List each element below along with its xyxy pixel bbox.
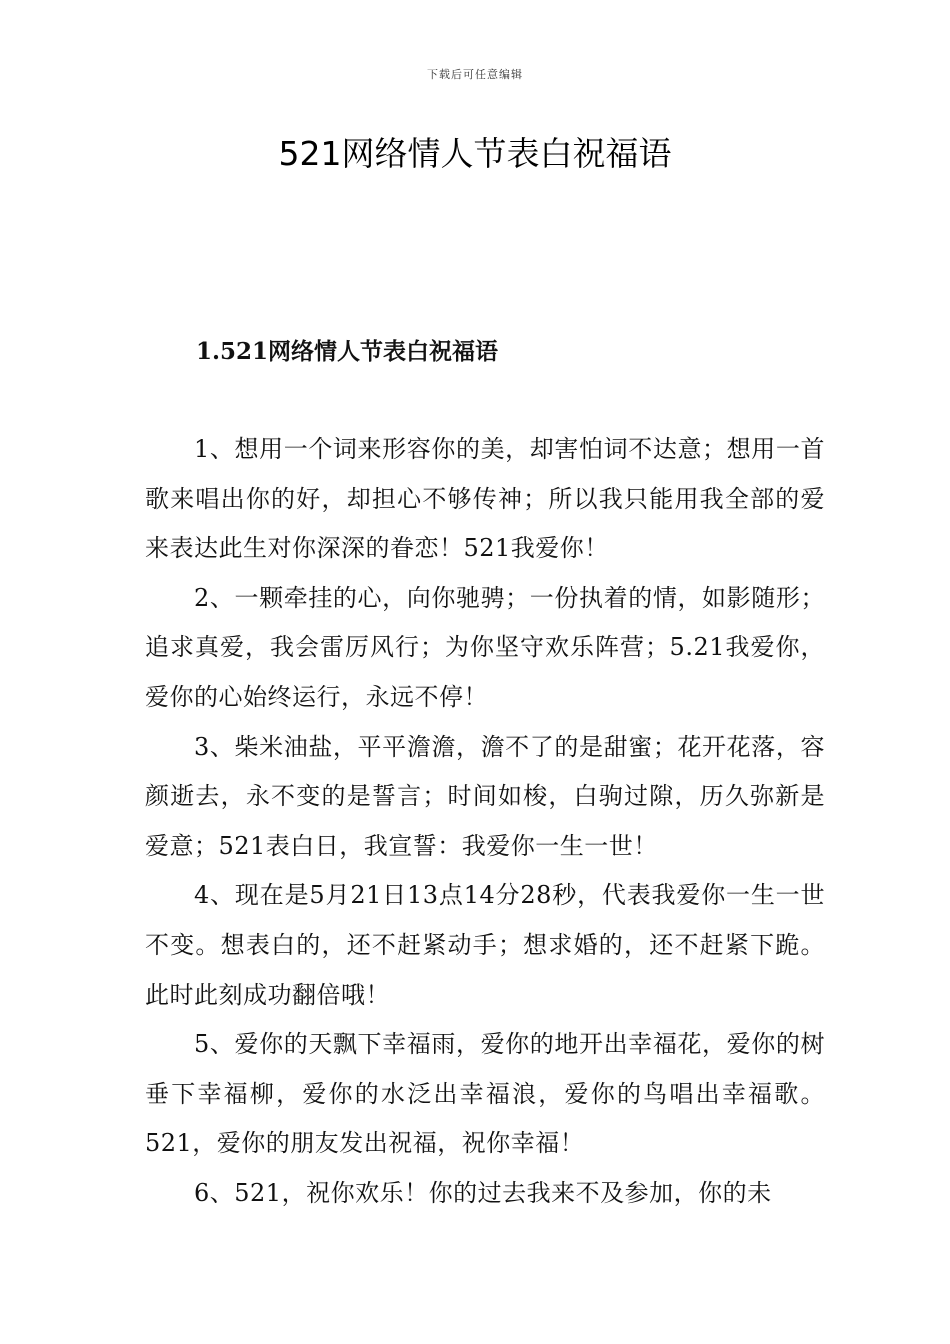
document-title: 521网络情人节表白祝福语 xyxy=(278,134,672,173)
section-heading: 1.521网络情人节表白祝福语 xyxy=(196,338,499,365)
paragraph-1: 1、想用一个词来形容你的美，却害怕词不达意；想用一首歌来唱出你的好，却担心不够传神；所以我只能用我全部的爱来表达此生对你深深的眷恋！521我爱你！ xyxy=(145,435,825,563)
body-text xyxy=(145,425,825,1219)
paragraph-4: 4、现在是5月21日13点14分28秒，代表我爱你一生一世不变。想表白的，还不赶紧动手；想求婚的，还不赶紧下跪。此时此刻成功翻倍哦！ xyxy=(145,881,825,1009)
paragraph-3: 3、柴米油盐，平平澹澹，澹不了的是甜蜜；花开花落，容颜逝去，永不变的是誓言；时间如梭，白驹过隙，历久弥新是爱意；521表白日，我宣誓：我爱你一生一世！ xyxy=(145,732,825,860)
paragraph-6: 6、521，祝你欢乐！你的过去我来不及参加，你的未 xyxy=(194,1178,772,1207)
header-note: 下载后可任意编辑 xyxy=(427,68,523,81)
paragraph-2: 2、一颗牵挂的心，向你驰骋；一份执着的情，如影随形；追求真爱，我会雷厉风行；为你坚守欢乐阵营；5.21我爱你，爱你的心始终运行，永远不停！ xyxy=(145,583,825,711)
paragraph-5: 5、爱你的天飘下幸福雨，爱你的地开出幸福花，爱你的树垂下幸福柳，爱你的水泛出幸福浪，爱你的鸟唱出幸福歌。521，爱你的朋友发出祝福，祝你幸福！ xyxy=(145,1030,825,1158)
